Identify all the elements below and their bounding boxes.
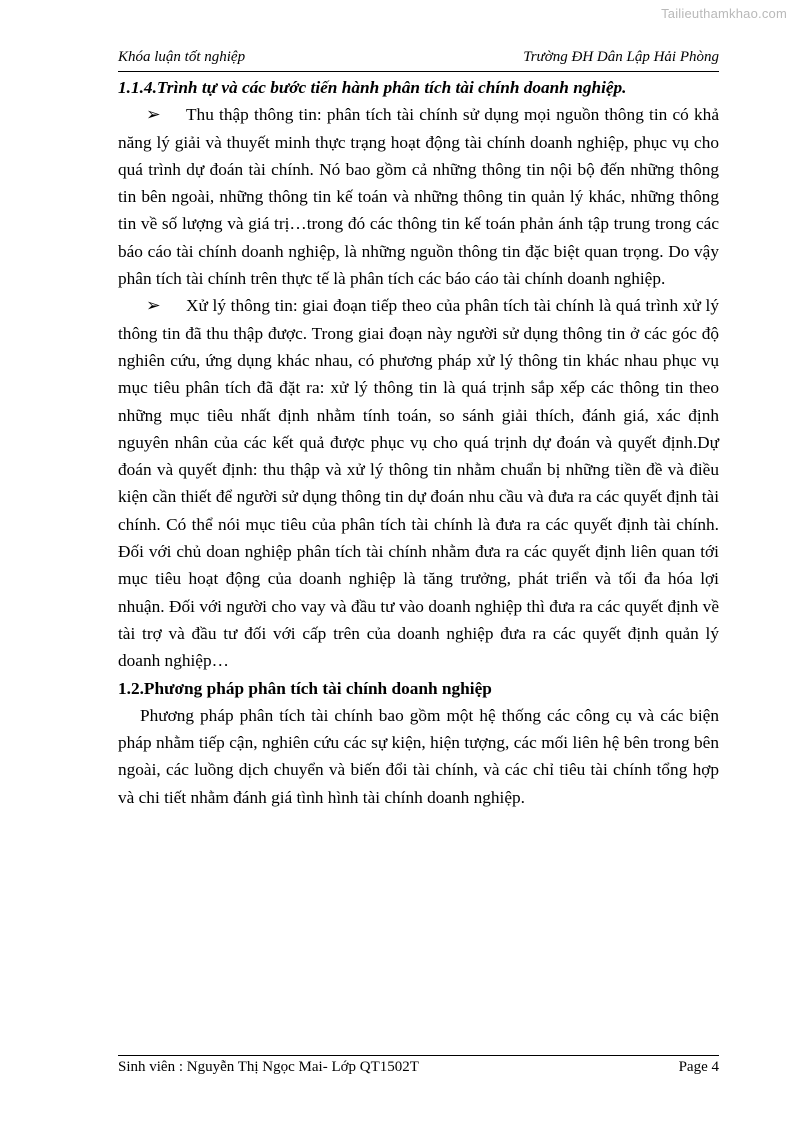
section-heading-1-1-4: 1.1.4.Trình tự và các bước tiến hành phân tích tài chính doanh nghiệp. [118,78,627,97]
bullet-text-collect-info: Thu thập thông tin: phân tích tài chính sử dụng mọi nguồn thông tin có khả năng lý giải và thuyết minh thực trạng hoạt động tài chính doanh nghiệp, phục vụ cho quá trình dự đoán tài chính. Nó bao gồm cả những thông tin nội bộ đến những thông tin bên ngoài, những thông tin kế toán và những thông tin quản lý khác, những thông tin về số lượng và giá trị…trong đó các thông tin kế toán phản ánh tập trung trong các báo cáo tài chính doanh nghiệp, là những nguồn thông tin đặc biệt quan trọng. Do vậy phân tích tài chính trên thực tế là phân tích các báo cáo tài chính doanh nghiệp. [118,105,719,289]
bullet-paragraph-collect-info [118,101,719,292]
page-header [118,49,719,66]
arrow-bullet-icon: ➢ [146,105,161,125]
footer-divider [118,1055,719,1056]
bullet-text-process-info: Xử lý thông tin: giai đoạn tiếp theo của phân tích tài chính là quá trình xử lý thông tin đã thu thập được. Trong giai đoạn này người sử dụng thông tin ở các góc độ nghiên cứu, ứng dụng khác nhau, có phương pháp xử lý thông tin khác nhau phục vụ mục tiêu phân tích đã đặt ra: xử lý thông tin là quá trịnh sắp xếp các thông tin theo những mục tiêu nhất định nhằm tính toán, so sánh giải thích, đánh giá, xác định nguyên nhân của các kết quả được phục vụ cho quá trịnh dự đoán và quyết định.Dự đoán và quyết định: thu thập và xử lý thông tin nhằm chuẩn bị những tiền đề và điều kiện cần thiết để người sử dụng thông tin dự đoán nhu cầu và đưa ra các quyết định tài chính. Có thể nói mục tiêu của phân tích tài chính là đưa ra các quyết định tài chính. Đối với chủ doan nghiệp phân tích tài chính nhằm đưa ra các quyết định liên quan tới mục tiêu hoạt động của doanh nghiệp là tăng trưởng, phát triển và tối đa hóa lợi nhuận. Đối với người cho vay và đầu tư vào doanh nghiệp thì đưa ra các quyết định về tài trợ và đầu tư đối với cấp trên của doanh nghiệp đưa ra các quyết định quản lý doanh nghiệp… [118,296,719,671]
page-footer [118,1059,719,1076]
watermark-text: Tailieuthamkhao.com [661,6,787,21]
header-right-text: Trường ĐH Dân Lập Hải Phòng [523,49,719,65]
arrow-bullet-icon: ➢ [146,296,161,316]
section-heading-1-2: 1.2.Phương pháp phân tích tài chính doanh nghiệp [118,678,492,698]
bullet-paragraph-process-info [118,292,719,674]
paragraph-methods: Phương pháp phân tích tài chính bao gồm một hệ thống các công cụ và các biện pháp nhằm tiếp cận, nghiên cứu các sự kiện, hiện tượng, các mối liên hệ bên trong bên ngoài, các luồng dịch chuyển và biến đổi tài chính, và các chỉ tiêu tài chính tổng hợp và chi tiết nhằm đánh giá tình hình tài chính doanh nghiệp. [118,705,719,807]
document-body [118,74,719,811]
footer-student-info: Sinh viên : Nguyễn Thị Ngọc Mai- Lớp QT1502T [118,1059,419,1075]
header-divider [118,71,719,72]
header-left-text: Khóa luận tốt nghiệp [118,49,246,65]
page-number: Page 4 [678,1059,719,1075]
